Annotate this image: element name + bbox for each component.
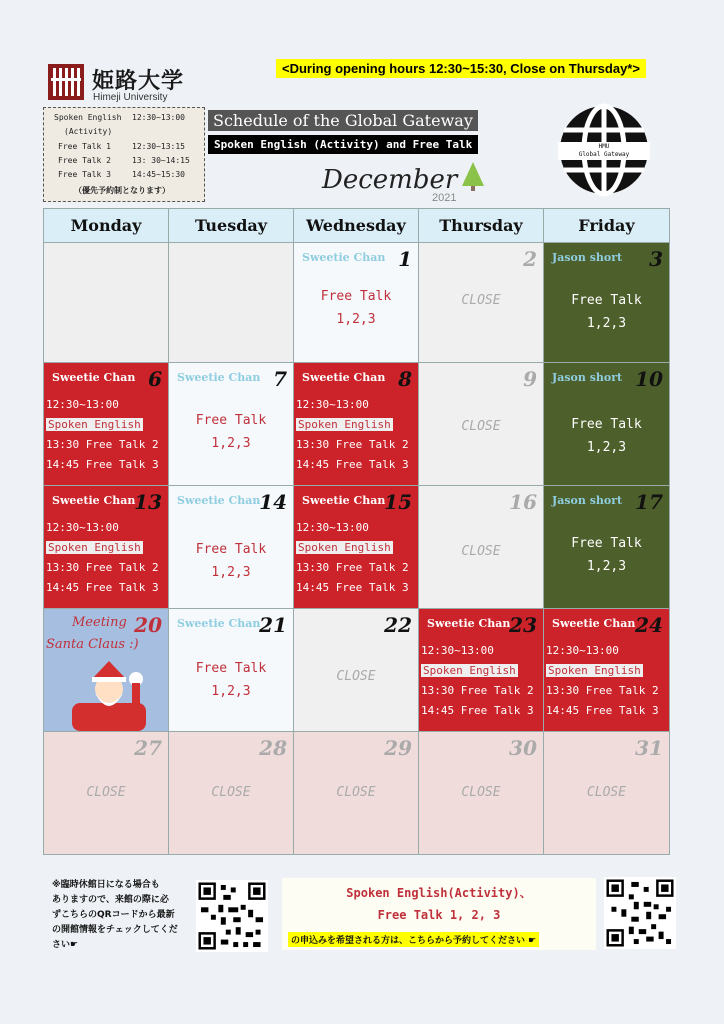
day-number: 6	[148, 367, 162, 391]
closure-notice-line: ずこちらのQRコードから最新	[52, 910, 175, 920]
santa-text-line-2: Santa Claus :)	[46, 637, 139, 652]
opening-info-qr-code-icon[interactable]	[196, 880, 268, 952]
day-header-thursday: Thursday	[419, 209, 544, 243]
free-talk-label: Free Talk	[320, 289, 392, 304]
free-talk-2-line: 13:30 Free Talk 2	[46, 438, 159, 451]
day-cell-23[interactable]	[419, 609, 544, 732]
timetable-label: Free Talk 2	[58, 156, 111, 165]
teacher-name: Sweetie Chan	[177, 494, 261, 507]
day-cell-10[interactable]	[544, 363, 669, 486]
santa-text-line-1: Meeting	[72, 615, 127, 630]
timetable-note: （優先予約制となります）	[74, 186, 170, 195]
page-subtitle: Spoken English (Activity) and Free Talk	[208, 135, 478, 154]
closure-notice	[52, 878, 192, 953]
day-number: 14	[259, 490, 287, 514]
free-talk-numbers: 1,2,3	[586, 559, 627, 574]
opening-hours-notice: <During opening hours 12:30~15:30, Close on Thursday*>	[276, 59, 646, 78]
spoken-english-label: Spoken English	[423, 664, 516, 677]
santa-claus-icon	[64, 659, 154, 731]
closure-notice-line: ※臨時休館日になる場合も	[52, 880, 160, 890]
timetable-box	[43, 107, 205, 202]
day-cell-13[interactable]	[44, 486, 169, 609]
day-number: 21	[259, 613, 287, 637]
day-header-wednesday: Wednesday	[294, 209, 419, 243]
close-label: CLOSE	[586, 785, 627, 800]
day-number: 20	[134, 613, 162, 637]
calendar-grid	[43, 208, 670, 855]
university-logo-icon	[48, 64, 84, 100]
day-number: 22	[384, 613, 412, 637]
free-talk-numbers: 1,2,3	[211, 565, 251, 580]
day-cell-6[interactable]	[44, 363, 169, 486]
day-cell-14[interactable]	[169, 486, 294, 609]
free-talk-label: Free Talk	[195, 413, 267, 428]
close-label: CLOSE	[461, 293, 501, 308]
spoken-english-time: 12:30~13:00	[46, 398, 119, 411]
day-cell-22[interactable]	[294, 609, 419, 732]
close-label: CLOSE	[461, 419, 501, 434]
day-cell-31[interactable]	[544, 732, 669, 854]
teacher-name: Sweetie Chan	[177, 371, 261, 384]
globe-label-gateway: Global Gateway	[578, 151, 630, 158]
day-cell-7[interactable]	[169, 363, 294, 486]
closure-notice-line: の開館情報をチェックしてくだ	[52, 925, 178, 935]
day-cell-17[interactable]	[544, 486, 669, 609]
timetable-label: Free Talk 3	[58, 170, 111, 179]
teacher-name: Jason short	[552, 494, 623, 507]
day-header-tuesday: Tuesday	[169, 209, 294, 243]
closure-notice-line: さい☛	[52, 940, 79, 950]
spoken-english-label: Spoken English	[48, 418, 141, 431]
timetable-time: 13: 30~14:15	[132, 156, 190, 165]
closure-notice-line: ありますので、来館の際に必	[52, 895, 169, 905]
teacher-name: Sweetie Chan	[427, 617, 511, 630]
day-cell-9[interactable]	[419, 363, 544, 486]
day-cell-16[interactable]	[419, 486, 544, 609]
day-cell-2[interactable]	[419, 243, 544, 363]
teacher-name: Sweetie Chan	[302, 251, 386, 264]
close-label: CLOSE	[461, 785, 501, 800]
day-number: 28	[259, 736, 287, 760]
global-gateway-logo	[544, 102, 664, 198]
day-number: 24	[635, 613, 663, 637]
free-talk-2-line: 13:30 Free Talk 2	[296, 438, 409, 451]
free-talk-numbers: 1,2,3	[211, 436, 251, 451]
free-talk-label: Free Talk	[195, 661, 267, 676]
day-number: 9	[523, 367, 537, 391]
day-header-friday: Friday	[544, 209, 669, 243]
free-talk-2-line: 13:30 Free Talk 2	[546, 684, 659, 697]
teacher-name: Sweetie Chan	[177, 617, 261, 630]
spoken-english-label: Spoken English	[548, 664, 641, 677]
free-talk-3-line: 14:45 Free Talk 3	[296, 458, 409, 471]
close-label: CLOSE	[86, 785, 126, 800]
teacher-name: Jason short	[552, 251, 623, 264]
timetable-time: 12:30~13:15	[132, 142, 185, 151]
teacher-name: Jason short	[552, 371, 623, 384]
day-number: 31	[635, 736, 663, 760]
teacher-name: Sweetie Chan	[302, 371, 386, 384]
month-label: December	[322, 165, 458, 195]
spoken-english-time: 12:30~13:00	[46, 521, 119, 534]
spoken-english-time: 12:30~13:00	[421, 644, 494, 657]
spoken-english-label: Spoken English	[48, 541, 141, 554]
teacher-name: Sweetie Chan	[52, 494, 136, 507]
free-talk-2-line: 13:30 Free Talk 2	[46, 561, 159, 574]
teacher-name: Sweetie Chan	[302, 494, 386, 507]
free-talk-2-line: 13:30 Free Talk 2	[296, 561, 409, 574]
close-label: CLOSE	[336, 785, 376, 800]
timetable-label: Spoken English	[54, 113, 122, 122]
day-cell-21[interactable]	[169, 609, 294, 732]
day-number: 15	[384, 490, 412, 514]
spoken-english-label: Spoken English	[298, 541, 391, 554]
empty-day-cell	[44, 243, 169, 363]
free-talk-numbers: 1,2,3	[336, 312, 376, 327]
spoken-english-time: 12:30~13:00	[546, 644, 619, 657]
teacher-name: Sweetie Chan	[52, 371, 136, 384]
day-number: 16	[509, 490, 537, 514]
christmas-tree-icon	[460, 160, 486, 192]
reservation-instruction: の申込みを希望される方は、こちらから予約してください ☛	[288, 932, 539, 947]
day-cell-1[interactable]	[294, 243, 419, 363]
free-talk-numbers: 1,2,3	[586, 440, 627, 455]
day-number: 2	[523, 247, 537, 271]
reservation-panel	[282, 878, 596, 950]
timetable-time: 14:45~15:30	[132, 170, 185, 179]
close-label: CLOSE	[336, 669, 376, 684]
day-number: 8	[398, 367, 412, 391]
globe-label-hmu: HMU	[598, 143, 610, 150]
day-cell-24[interactable]	[544, 609, 669, 732]
day-number: 27	[134, 736, 162, 760]
timetable-label: (Activity)	[64, 127, 113, 136]
reservation-line-1: Spoken English(Activity)、	[346, 886, 532, 900]
university-subtitle: Himeji University	[93, 92, 168, 103]
day-number: 10	[635, 367, 663, 391]
day-cell-30[interactable]	[419, 732, 544, 854]
timetable-label: Free Talk 1	[58, 142, 111, 151]
reservation-line-2: Free Talk 1, 2, 3	[377, 908, 501, 922]
university-name: 姫路大学	[92, 69, 185, 94]
reservation-qr-code-icon[interactable]	[604, 877, 676, 949]
day-header-monday: Monday	[44, 209, 169, 243]
free-talk-3-line: 14:45 Free Talk 3	[546, 704, 659, 717]
year-label: 2021	[432, 192, 457, 204]
day-number: 1	[398, 247, 412, 271]
day-number: 3	[649, 247, 663, 271]
page-title: Schedule of the Global Gateway	[208, 110, 478, 131]
empty-day-cell	[169, 243, 294, 363]
free-talk-3-line: 14:45 Free Talk 3	[46, 458, 159, 471]
spoken-english-time: 12:30~13:00	[296, 398, 369, 411]
day-number: 29	[384, 736, 412, 760]
close-label: CLOSE	[211, 785, 251, 800]
free-talk-numbers: 1,2,3	[211, 684, 251, 699]
free-talk-2-line: 13:30 Free Talk 2	[421, 684, 534, 697]
day-cell-8[interactable]	[294, 363, 419, 486]
day-number: 30	[509, 736, 537, 760]
free-talk-label: Free Talk	[571, 536, 642, 551]
timetable-time: 12:30~13:00	[132, 113, 185, 122]
free-talk-3-line: 14:45 Free Talk 3	[46, 581, 159, 594]
day-cell-20[interactable]	[44, 609, 169, 732]
day-number: 7	[273, 367, 287, 391]
free-talk-label: Free Talk	[195, 542, 267, 557]
day-cell-3[interactable]	[544, 243, 669, 363]
day-cell-15[interactable]	[294, 486, 419, 609]
day-number: 23	[509, 613, 537, 637]
day-number: 17	[635, 490, 663, 514]
day-cell-29[interactable]	[294, 732, 419, 854]
teacher-name: Sweetie Chan	[552, 617, 636, 630]
free-talk-label: Free Talk	[571, 293, 642, 308]
spoken-english-label: Spoken English	[298, 418, 391, 431]
day-cell-28[interactable]	[169, 732, 294, 854]
free-talk-3-line: 14:45 Free Talk 3	[421, 704, 534, 717]
close-label: CLOSE	[461, 544, 501, 559]
free-talk-3-line: 14:45 Free Talk 3	[296, 581, 409, 594]
day-cell-27[interactable]	[44, 732, 169, 854]
free-talk-label: Free Talk	[571, 417, 642, 432]
spoken-english-time: 12:30~13:00	[296, 521, 369, 534]
free-talk-numbers: 1,2,3	[586, 316, 627, 331]
day-number: 13	[134, 490, 162, 514]
